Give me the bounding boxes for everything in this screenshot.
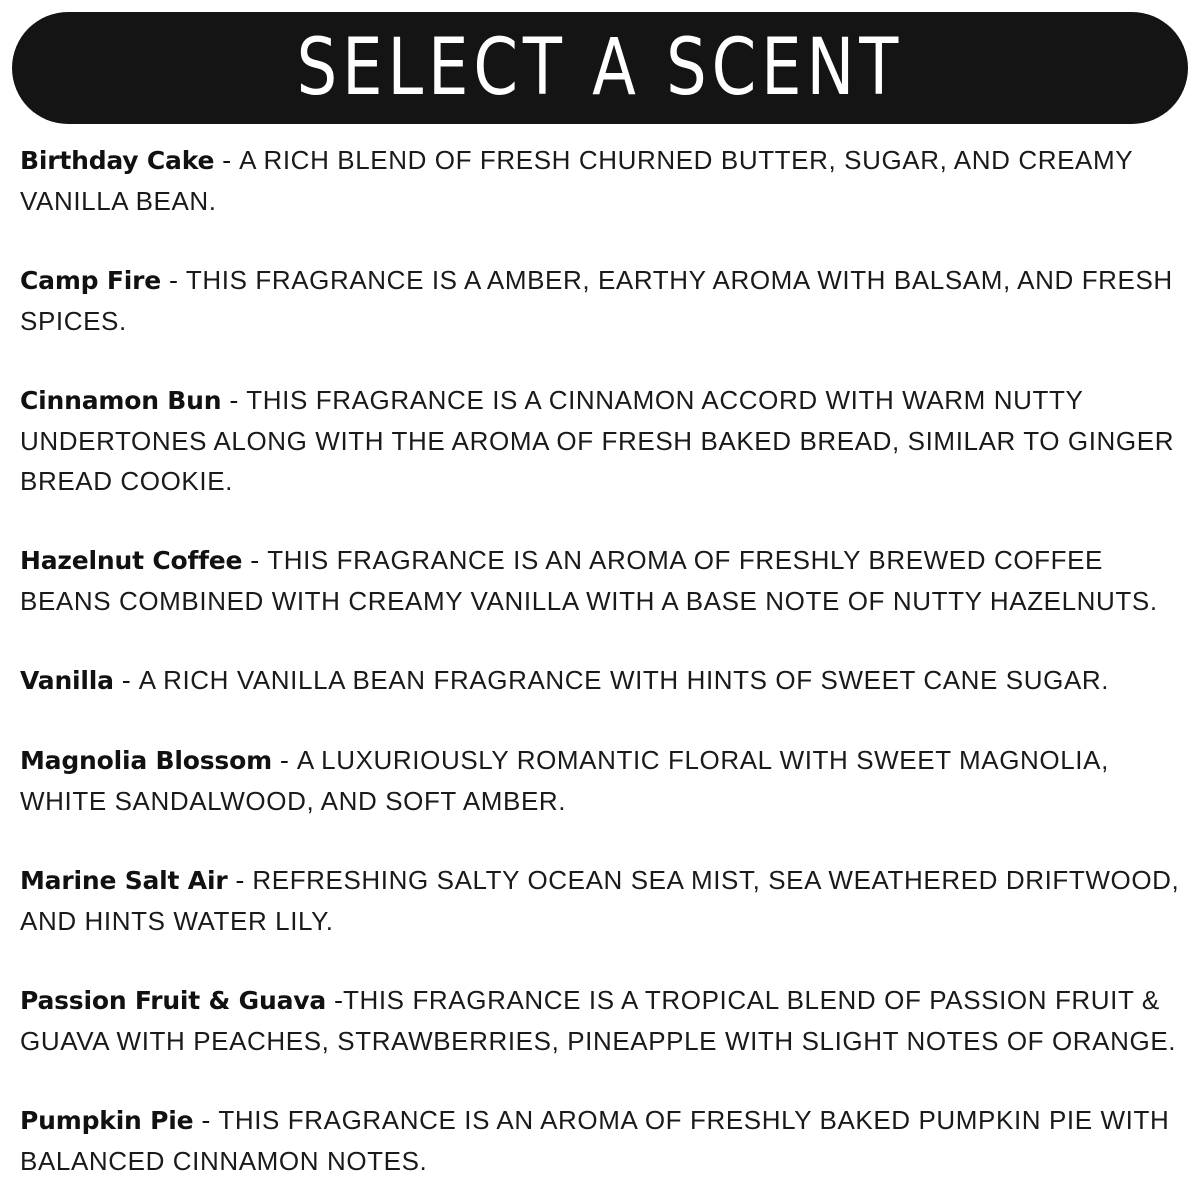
scent-description: THIS FRAGRANCE IS A AMBER, EARTHY AROMA WITH BALSAM, AND FRESH SPICES.: [20, 265, 1173, 336]
scent-separator: -: [113, 666, 139, 695]
scent-separator: -: [227, 866, 253, 895]
scent-separator: -: [214, 146, 240, 175]
scent-separator: -: [242, 546, 268, 575]
scent-name: Camp Fire: [20, 266, 161, 295]
scent-item-camp-fire: [20, 260, 1180, 341]
scent-name: Hazelnut Coffee: [20, 546, 243, 575]
scent-item-cinnamon-bun: [20, 380, 1180, 501]
scent-item-hazelnut-coffee: [20, 540, 1180, 621]
scent-name: Passion Fruit & Guava: [20, 986, 327, 1015]
scent-separator: -: [221, 386, 247, 415]
scent-description: A RICH VANILLA BEAN FRAGRANCE WITH HINTS OF SWEET CANE SUGAR.: [138, 665, 1110, 695]
scent-description: THIS FRAGRANCE IS A TROPICAL BLEND OF PASSION FRUIT & GUAVA WITH PEACHES, STRAWBERRIES, PINEAPPLE WITH SLIGHT NOTES OF ORANGE.: [20, 985, 1177, 1056]
scent-description: A LUXURIOUSLY ROMANTIC FLORAL WITH SWEET MAGNOLIA, WHITE SANDALWOOD, AND SOFT AMBER.: [20, 745, 1109, 816]
scent-item-passion-fruit-guava: [20, 980, 1180, 1061]
scent-item-pumpkin-pie: [20, 1100, 1180, 1181]
scent-name: Birthday Cake: [20, 146, 215, 175]
scent-item-birthday-cake: [20, 140, 1180, 221]
scent-separator: -: [161, 266, 186, 295]
page-title: SELECT A SCENT: [296, 23, 904, 113]
scent-name: Cinnamon Bun: [20, 386, 222, 415]
scent-description: THIS FRAGRANCE IS AN AROMA OF FRESHLY BAKED PUMPKIN PIE WITH BALANCED CINNAMON NOTES.: [20, 1105, 1170, 1176]
scent-separator: -: [271, 746, 297, 775]
scent-separator: -: [326, 986, 343, 1015]
scent-separator: -: [193, 1106, 219, 1135]
scent-item-magnolia-blossom: [20, 740, 1180, 821]
scent-description: THIS FRAGRANCE IS AN AROMA OF FRESHLY BREWED COFFEE BEANS COMBINED WITH CREAMY VANILLA WITH A BASE NOTE OF NUTTY HAZELNUTS.: [20, 545, 1158, 616]
scent-description: REFRESHING SALTY OCEAN SEA MIST, SEA WEATHERED DRIFTWOOD, AND HINTS WATER LILY.: [20, 865, 1180, 936]
scent-name: Vanilla: [20, 666, 114, 695]
scent-item-vanilla: [20, 660, 1180, 701]
scent-description: THIS FRAGRANCE IS A CINNAMON ACCORD WITH WARM NUTTY UNDERTONES ALONG WITH THE AROMA OF FRESH BAKED BREAD, SIMILAR TO GINGER BREAD COOKIE.: [20, 385, 1175, 496]
scent-description: A RICH BLEND OF FRESH CHURNED BUTTER, SUGAR, AND CREAMY VANILLA BEAN.: [20, 145, 1133, 216]
scent-name: Pumpkin Pie: [20, 1106, 194, 1135]
header-banner: [12, 12, 1188, 124]
scent-name: Magnolia Blossom: [20, 746, 272, 775]
scent-name: Marine Salt Air: [20, 866, 228, 895]
scent-item-marine-salt-air: [20, 860, 1180, 941]
